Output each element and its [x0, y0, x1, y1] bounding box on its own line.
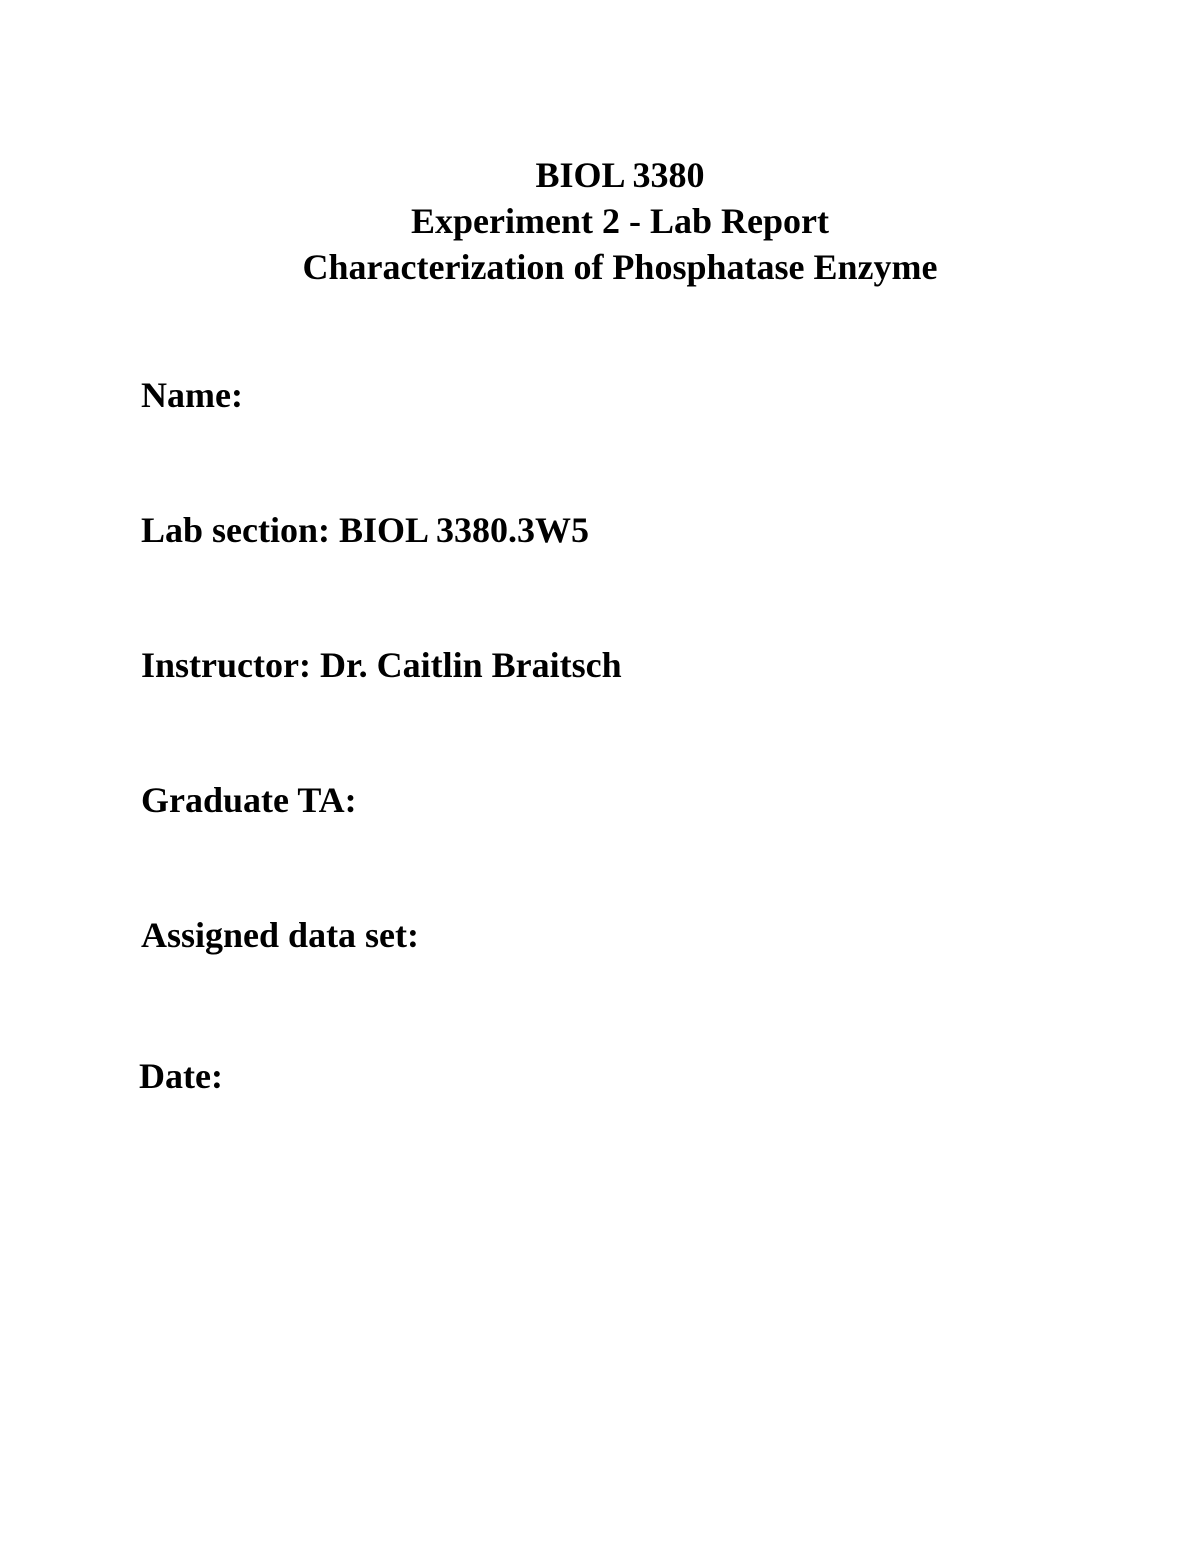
date-field	[139, 1053, 223, 1099]
report-title: Characterization of Phosphatase Enzyme	[302, 247, 938, 287]
assigned-data-set-label: Assigned data set:	[141, 915, 420, 955]
instructor-value: Dr. Caitlin Braitsch	[319, 645, 622, 685]
instructor-field	[141, 642, 622, 688]
assigned-data-set-field	[141, 912, 419, 958]
graduate-ta-field	[141, 777, 357, 823]
experiment-title: Experiment 2 - Lab Report	[411, 201, 829, 241]
title-block	[0, 152, 1200, 290]
lab-section-value: BIOL 3380.3W5	[339, 510, 590, 550]
name-field	[141, 372, 243, 418]
course-code: BIOL 3380	[535, 155, 705, 195]
lab-section-label: Lab section:	[141, 510, 330, 550]
date-label: Date:	[139, 1056, 223, 1096]
instructor-label: Instructor:	[141, 645, 311, 685]
name-label: Name:	[141, 375, 243, 415]
lab-section-field	[141, 507, 589, 553]
graduate-ta-label: Graduate TA:	[141, 780, 357, 820]
